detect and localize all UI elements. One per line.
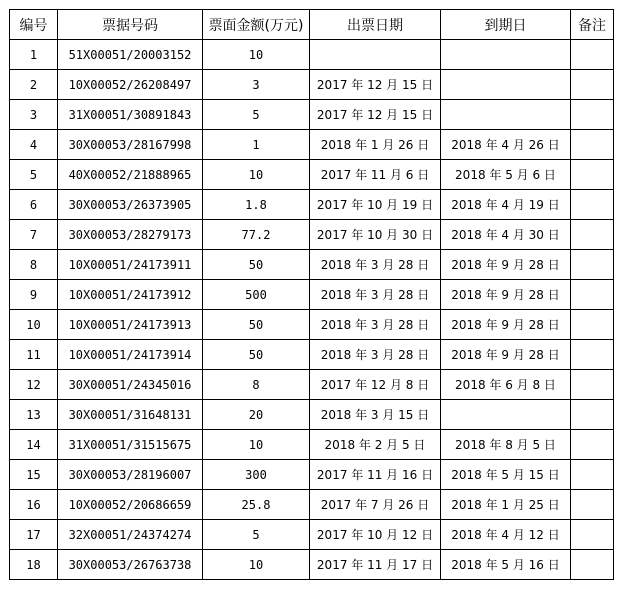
- table-row: [10, 550, 614, 580]
- cell-bill-number: 10X00051/24173913: [58, 310, 203, 340]
- cell-due-date: 2018 年 4 月 12 日: [441, 520, 571, 550]
- cell-issue-date: 2018 年 3 月 28 日: [310, 310, 441, 340]
- cell-face-value: 50: [203, 340, 310, 370]
- cell-face-value: 10: [203, 430, 310, 460]
- cell-due-date: 2018 年 5 月 6 日: [441, 160, 571, 190]
- cell-face-value: 50: [203, 310, 310, 340]
- cell-face-value: 20: [203, 400, 310, 430]
- cell-bill-number: 30X00053/26763738: [58, 550, 203, 580]
- cell-index: 16: [10, 490, 58, 520]
- cell-face-value: 1.8: [203, 190, 310, 220]
- table-row: [10, 460, 614, 490]
- cell-issue-date: 2018 年 3 月 15 日: [310, 400, 441, 430]
- cell-face-value: 5: [203, 520, 310, 550]
- cell-index: 3: [10, 100, 58, 130]
- cell-face-value: 500: [203, 280, 310, 310]
- table-row: [10, 130, 614, 160]
- cell-due-date: [441, 40, 571, 70]
- table-row: [10, 190, 614, 220]
- table-row: [10, 340, 614, 370]
- cell-bill-number: 10X00051/24173914: [58, 340, 203, 370]
- cell-bill-number: 31X00051/30891843: [58, 100, 203, 130]
- table-row: [10, 490, 614, 520]
- cell-remark: [571, 430, 614, 460]
- cell-face-value: 10: [203, 160, 310, 190]
- table-row: [10, 100, 614, 130]
- cell-bill-number: 10X00051/24173911: [58, 250, 203, 280]
- cell-index: 7: [10, 220, 58, 250]
- header-bill-number: 票据号码: [58, 10, 203, 40]
- cell-issue-date: 2017 年 10 月 30 日: [310, 220, 441, 250]
- cell-face-value: 3: [203, 70, 310, 100]
- cell-due-date: 2018 年 1 月 25 日: [441, 490, 571, 520]
- cell-remark: [571, 40, 614, 70]
- cell-bill-number: 51X00051/20003152: [58, 40, 203, 70]
- cell-issue-date: 2017 年 10 月 19 日: [310, 190, 441, 220]
- cell-face-value: 10: [203, 550, 310, 580]
- table-row: [10, 280, 614, 310]
- cell-remark: [571, 370, 614, 400]
- cell-remark: [571, 460, 614, 490]
- cell-bill-number: 30X00053/28167998: [58, 130, 203, 160]
- cell-issue-date: [310, 40, 441, 70]
- cell-due-date: 2018 年 4 月 19 日: [441, 190, 571, 220]
- cell-issue-date: 2018 年 1 月 26 日: [310, 130, 441, 160]
- cell-issue-date: 2017 年 7 月 26 日: [310, 490, 441, 520]
- table-row: [10, 310, 614, 340]
- cell-index: 2: [10, 70, 58, 100]
- cell-remark: [571, 220, 614, 250]
- cell-face-value: 10: [203, 40, 310, 70]
- cell-due-date: [441, 400, 571, 430]
- cell-due-date: 2018 年 9 月 28 日: [441, 280, 571, 310]
- table-row: [10, 250, 614, 280]
- header-due-date: 到期日: [441, 10, 571, 40]
- cell-due-date: 2018 年 8 月 5 日: [441, 430, 571, 460]
- cell-due-date: 2018 年 4 月 26 日: [441, 130, 571, 160]
- cell-index: 15: [10, 460, 58, 490]
- table-header: [10, 10, 614, 40]
- cell-index: 17: [10, 520, 58, 550]
- cell-remark: [571, 550, 614, 580]
- cell-issue-date: 2017 年 11 月 16 日: [310, 460, 441, 490]
- header-face-value: 票面金额(万元): [203, 10, 310, 40]
- cell-bill-number: 10X00052/20686659: [58, 490, 203, 520]
- cell-remark: [571, 400, 614, 430]
- table-row: [10, 400, 614, 430]
- cell-index: 8: [10, 250, 58, 280]
- table-row: [10, 160, 614, 190]
- cell-due-date: [441, 100, 571, 130]
- cell-issue-date: 2018 年 3 月 28 日: [310, 250, 441, 280]
- cell-index: 6: [10, 190, 58, 220]
- header-row: [10, 10, 614, 40]
- cell-face-value: 50: [203, 250, 310, 280]
- cell-remark: [571, 130, 614, 160]
- cell-bill-number: 32X00051/24374274: [58, 520, 203, 550]
- cell-due-date: 2018 年 9 月 28 日: [441, 340, 571, 370]
- cell-due-date: 2018 年 9 月 28 日: [441, 250, 571, 280]
- cell-index: 14: [10, 430, 58, 460]
- cell-issue-date: 2018 年 3 月 28 日: [310, 340, 441, 370]
- cell-index: 10: [10, 310, 58, 340]
- cell-index: 11: [10, 340, 58, 370]
- cell-due-date: 2018 年 4 月 30 日: [441, 220, 571, 250]
- cell-due-date: 2018 年 6 月 8 日: [441, 370, 571, 400]
- cell-bill-number: 30X00053/28279173: [58, 220, 203, 250]
- table-body: [10, 40, 614, 580]
- cell-remark: [571, 100, 614, 130]
- cell-remark: [571, 310, 614, 340]
- cell-remark: [571, 490, 614, 520]
- header-index: 编号: [10, 10, 58, 40]
- cell-due-date: 2018 年 9 月 28 日: [441, 310, 571, 340]
- cell-face-value: 25.8: [203, 490, 310, 520]
- cell-index: 1: [10, 40, 58, 70]
- cell-face-value: 1: [203, 130, 310, 160]
- cell-face-value: 5: [203, 100, 310, 130]
- cell-bill-number: 30X00051/24345016: [58, 370, 203, 400]
- cell-remark: [571, 250, 614, 280]
- cell-issue-date: 2018 年 2 月 5 日: [310, 430, 441, 460]
- header-remark: 备注: [571, 10, 614, 40]
- cell-remark: [571, 280, 614, 310]
- cell-due-date: 2018 年 5 月 16 日: [441, 550, 571, 580]
- cell-index: 9: [10, 280, 58, 310]
- cell-index: 13: [10, 400, 58, 430]
- table-row: [10, 220, 614, 250]
- cell-index: 5: [10, 160, 58, 190]
- cell-due-date: 2018 年 5 月 15 日: [441, 460, 571, 490]
- table-row: [10, 70, 614, 100]
- cell-issue-date: 2017 年 11 月 6 日: [310, 160, 441, 190]
- cell-issue-date: 2017 年 11 月 17 日: [310, 550, 441, 580]
- cell-bill-number: 30X00051/31648131: [58, 400, 203, 430]
- cell-bill-number: 31X00051/31515675: [58, 430, 203, 460]
- cell-face-value: 77.2: [203, 220, 310, 250]
- table-row: [10, 430, 614, 460]
- table-row: [10, 370, 614, 400]
- cell-index: 4: [10, 130, 58, 160]
- cell-index: 18: [10, 550, 58, 580]
- cell-issue-date: 2017 年 12 月 15 日: [310, 100, 441, 130]
- cell-remark: [571, 190, 614, 220]
- cell-bill-number: 10X00051/24173912: [58, 280, 203, 310]
- table-row: [10, 40, 614, 70]
- cell-remark: [571, 340, 614, 370]
- cell-remark: [571, 160, 614, 190]
- cell-due-date: [441, 70, 571, 100]
- cell-face-value: 8: [203, 370, 310, 400]
- cell-bill-number: 10X00052/26208497: [58, 70, 203, 100]
- cell-bill-number: 30X00053/26373905: [58, 190, 203, 220]
- cell-index: 12: [10, 370, 58, 400]
- cell-issue-date: 2017 年 12 月 15 日: [310, 70, 441, 100]
- bill-table: [9, 9, 614, 580]
- cell-remark: [571, 520, 614, 550]
- cell-remark: [571, 70, 614, 100]
- cell-bill-number: 40X00052/21888965: [58, 160, 203, 190]
- cell-issue-date: 2017 年 12 月 8 日: [310, 370, 441, 400]
- table-row: [10, 520, 614, 550]
- cell-bill-number: 30X00053/28196007: [58, 460, 203, 490]
- cell-face-value: 300: [203, 460, 310, 490]
- header-issue-date: 出票日期: [310, 10, 441, 40]
- cell-issue-date: 2018 年 3 月 28 日: [310, 280, 441, 310]
- cell-issue-date: 2017 年 10 月 12 日: [310, 520, 441, 550]
